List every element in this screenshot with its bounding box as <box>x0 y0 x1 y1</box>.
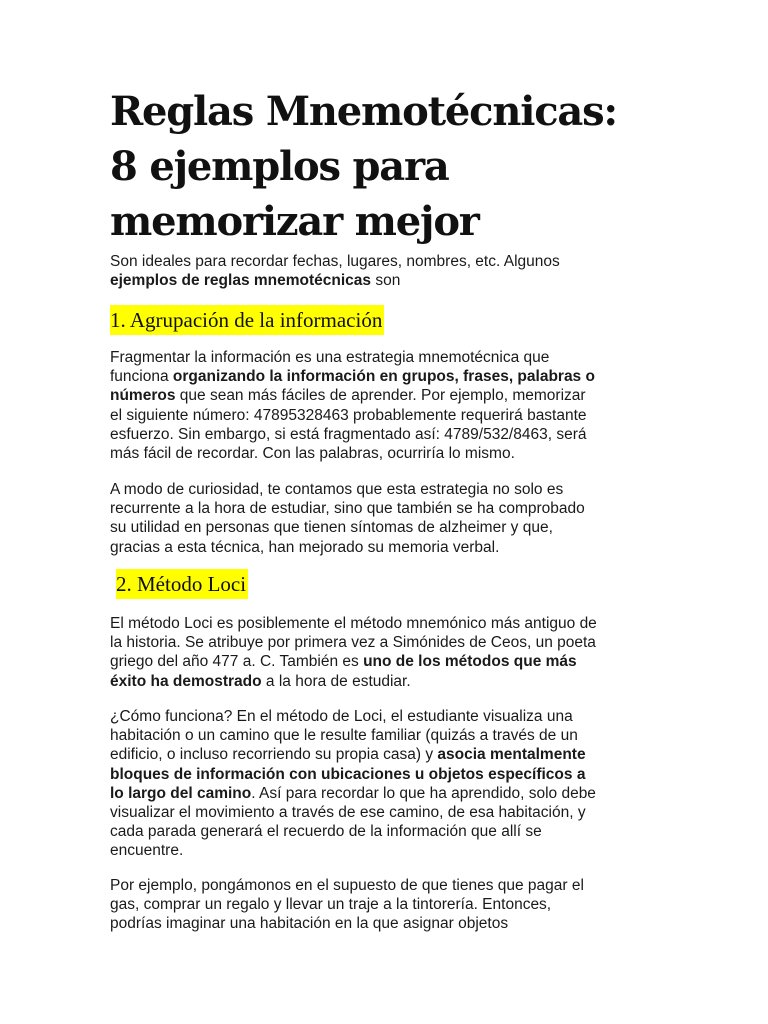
intro-line-2 <box>110 271 670 290</box>
title-line-2: 8 ejemplos para <box>110 143 449 190</box>
s2p1-line-1: El método Loci es posiblemente el método mnemónico más antiguo de <box>110 615 597 632</box>
section-2-paragraph-2 <box>110 707 670 861</box>
section-2-paragraph-1 <box>110 614 670 691</box>
s2p2-bold-phrase-2: lo largo del camino <box>110 784 252 802</box>
s1p1-line-2-pre: funciona <box>110 368 173 386</box>
s2p2-line-3 <box>110 745 670 764</box>
s1p1-bold-phrase: organizando la información en grupos, frases, palabras o <box>172 368 595 386</box>
section-1-paragraph-2 <box>110 480 670 557</box>
s2p2-bold-phrase: asocia mentalmente <box>437 746 586 764</box>
s2p2-line-5 <box>110 784 670 803</box>
s2p2-line-7: cada parada generará el recuerdo de la información que allí se <box>110 823 542 841</box>
s1p1-line-3 <box>110 386 670 405</box>
s1p1-line-6: más fácil de recordar. Con las palabras, ocurriría lo mismo. <box>110 445 515 463</box>
s2p1-line-4 <box>110 672 670 691</box>
intro-paragraph <box>110 252 670 290</box>
s1p1-line-4: el siguiente número: 47895328463 probablemente requerirá bastante <box>110 406 587 424</box>
s2p2-line-1: ¿Cómo funciona? En el método de Loci, el estudiante visualiza una <box>110 708 573 725</box>
s2p2-line-8: encuentre. <box>110 842 184 860</box>
s1p1-line-3-rest: que sean más fáciles de aprender. Por ejemplo, memorizar <box>175 387 586 405</box>
s1p1-bold-word: números <box>110 387 176 405</box>
s2p1-bold-phrase-2: éxito ha demostrado <box>110 672 262 690</box>
s1p2-line-3: su utilidad en personas que tienen síntomas de alzheimer y que, <box>110 519 553 537</box>
section-2-paragraph-3 <box>110 876 670 934</box>
s2p2-line-6: visualizar el movimiento a través de ese camino, de esa habitación, y <box>110 804 586 822</box>
intro-line-1: Son ideales para recordar fechas, lugares, nombres, etc. Algunos <box>110 253 560 270</box>
s2p3-line-1: Por ejemplo, pongámonos en el supuesto de que tienes que pagar el <box>110 877 584 894</box>
section-1-heading: 1. Agrupación de la información <box>110 305 384 335</box>
s2p1-line-3 <box>110 652 670 671</box>
s1p1-line-1: Fragmentar la información es una estrategia mnemotécnica que <box>110 349 550 366</box>
s2p2-line-5-rest: . Así para recordar lo que ha aprendido, solo debe <box>251 784 596 802</box>
s2p1-line-3-pre: griego del año 477 a. C. También es <box>110 653 364 671</box>
s2p2-bold-line: bloques de información con ubicaciones u objetos específicos a <box>110 765 586 783</box>
s1p2-line-4: gracias a esta técnica, han mejorado su memoria verbal. <box>110 538 500 556</box>
title-line-1: Reglas Mnemotécnicas: <box>110 88 617 135</box>
title-line-3: memorizar mejor <box>110 198 479 245</box>
s2p2-line-4 <box>110 765 670 784</box>
s2p1-line-2: la historia. Se atribuye por primera vez a Simónides de Ceos, un poeta <box>110 634 596 652</box>
s2p2-line-3-pre: edificio, o incluso recorriendo su propia casa) y <box>110 746 438 764</box>
intro-bold-phrase: ejemplos de reglas mnemotécnicas <box>110 272 372 290</box>
s1p2-line-2: recurrente a la hora de estudiar, sino que también se ha comprobado <box>110 500 585 518</box>
section-2-heading: 2. Método Loci <box>116 569 248 599</box>
section-1-paragraph-1 <box>110 348 670 463</box>
intro-line-2-rest: son <box>371 272 401 290</box>
s2p2-line-2: habitación o un camino que le resulte familiar (quizás a través de un <box>110 727 578 745</box>
document-title <box>110 84 710 249</box>
s1p1-line-2 <box>110 367 670 386</box>
s1p2-line-1: A modo de curiosidad, te contamos que esta estrategia no solo es <box>110 481 564 498</box>
s2p3-line-2: gas, comprar un regalo y llevar un traje a la tintorería. Entonces, <box>110 896 552 914</box>
s2p1-bold-phrase: uno de los métodos que más <box>363 653 577 671</box>
s2p1-line-4-rest: a la hora de estudiar. <box>261 672 411 690</box>
s2p3-line-3: podrías imaginar una habitación en la que asignar objetos <box>110 915 509 933</box>
s1p1-line-5: esfuerzo. Sin embargo, si está fragmentado así: 4789/532/8463, será <box>110 425 587 443</box>
